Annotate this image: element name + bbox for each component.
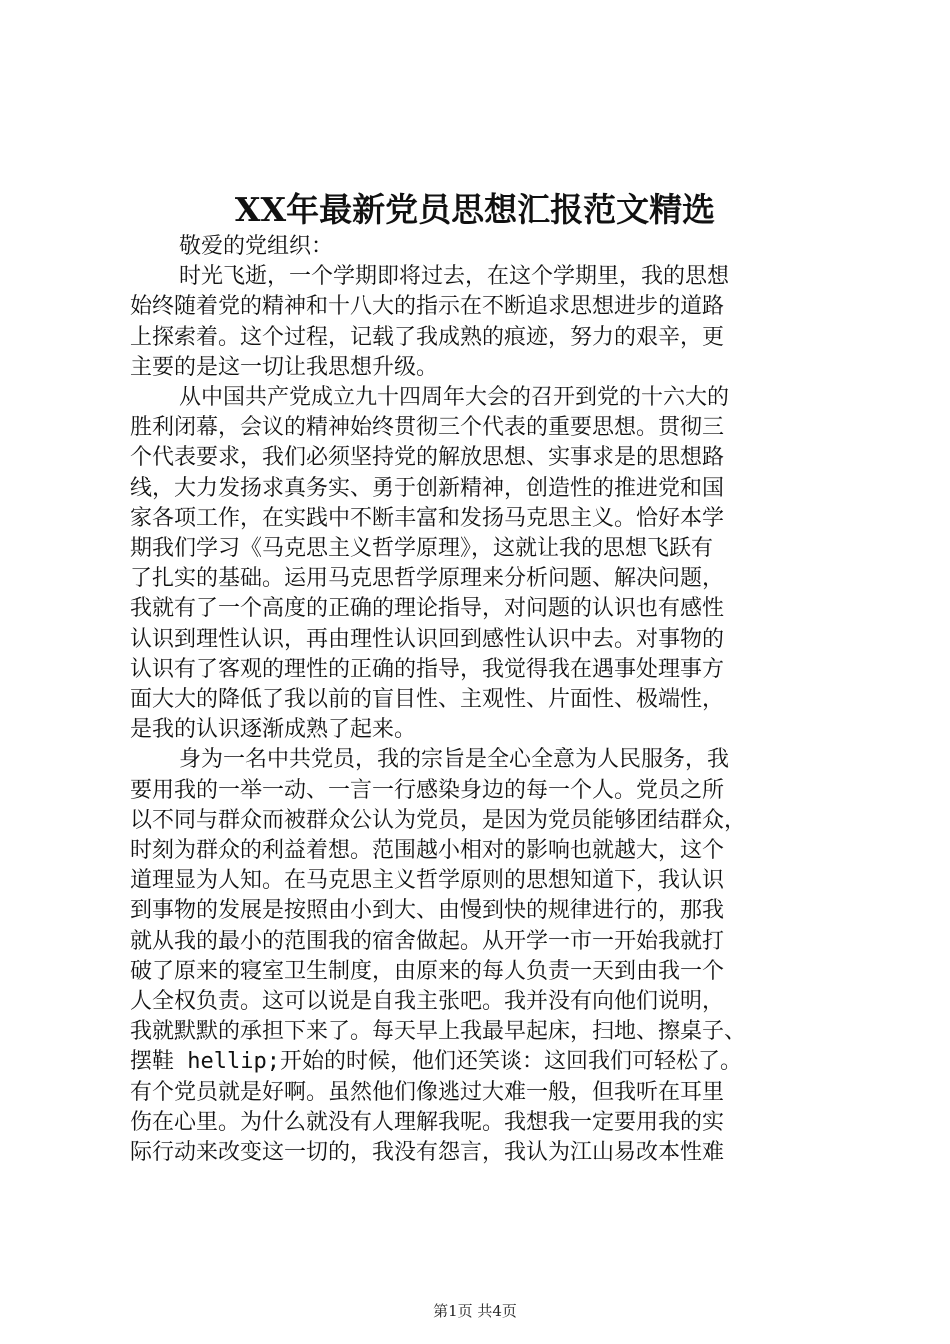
text-line: 胜利闭幕，会议的精神始终贯彻三个代表的重要思想。贯彻三 (130, 415, 725, 441)
text-line: 要用我的一举一动、一言一行感染身边的每一个人。党员之所 (130, 777, 725, 803)
text-line: 认识到理性认识，再由理性认识回到感性认识中去。对事物的 (130, 626, 725, 652)
text-line: 家各项工作，在实践中不断丰富和发扬马克思主义。恰好本学 (130, 505, 725, 531)
text-line: 际行动来改变这一切的，我没有怨言，我认为江山易改本性难 (130, 1140, 725, 1166)
document-body (130, 232, 830, 1168)
page-footer: 第1页 共4页 (433, 1302, 517, 1320)
text-line: 以不同与群众而被群众公认为党员，是因为党员能够团结群众， (130, 807, 747, 833)
text-line: 面大大的降低了我以前的盲目性、主观性、片面性、极端性， (130, 687, 725, 713)
text-line: 是我的认识逐渐成熟了起来。 (130, 717, 417, 743)
text-line: 道理显为人知。在马克思主义哲学原则的思想知道下，我认识 (130, 868, 725, 894)
text-line: 到事物的发展是按照由小到大、由慢到快的规律进行的，那我 (130, 898, 725, 924)
text-line: 线，大力发扬求真务实、勇于创新精神，创造性的推进党和国 (130, 475, 725, 501)
text-line: 上探索着。这个过程，记载了我成熟的痕迹，努力的艰辛，更 (130, 324, 725, 350)
text-line: 了扎实的基础。运用马克思哲学原理来分析问题、解决问题， (130, 566, 725, 592)
text-line: 伤在心里。为什么就没有人理解我呢。我想我一定要用我的实 (130, 1109, 725, 1135)
text-line: 我就默默的承担下来了。每天早上我最早起床，扫地、擦桌子、 (130, 1019, 747, 1045)
text-line: 摆鞋 hellip;开始的时候，他们还笑谈：这回我们可轻松了。 (130, 1049, 742, 1075)
salutation: 敬爱的党组织： (179, 234, 334, 259)
paragraph-3 (130, 745, 830, 1168)
text-line: 期我们学习《马克思主义哲学原理》，这就让我的思想飞跃有 (130, 536, 714, 562)
text-line: 主要的是这一切让我思想升级。 (130, 354, 439, 380)
text-line: 有个党员就是好啊。虽然他们像逃过大难一般，但我听在耳里 (130, 1079, 725, 1105)
text-line: 就从我的最小的范围我的宿舍做起。从开学一市一开始我就打 (130, 928, 725, 954)
text-line: 从中国共产党成立九十四周年大会的召开到党的十六大的 (179, 385, 730, 411)
text-line: 认识有了客观的理性的正确的指导，我觉得我在遇事处理事方 (130, 656, 725, 682)
text-line: 我就有了一个高度的正确的理论指导，对问题的认识也有感性 (130, 596, 725, 622)
text-line: 时光飞逝，一个学期即将过去，在这个学期里，我的思想 (179, 264, 730, 290)
paragraph-1 (130, 262, 830, 383)
text-line: 时刻为群众的利益着想。范围越小相对的影响也就越大，这个 (130, 838, 725, 864)
paragraph-2 (130, 383, 830, 745)
page-title: XX年最新党员思想汇报范文精选 (234, 190, 716, 229)
text-line: 个代表要求，我们必须坚持党的解放思想、实事求是的思想路 (130, 445, 725, 471)
text-line: 人全权负责。这可以说是自我主张吧。我并没有向他们说明， (130, 989, 725, 1015)
text-line: 破了原来的寝室卫生制度，由原来的每人负责一天到由我一个 (130, 958, 725, 984)
text-line: 身为一名中共党员，我的宗旨是全心全意为人民服务，我 (179, 747, 730, 773)
text-line: 始终随着党的精神和十八大的指示在不断追求思想进步的道路 (130, 294, 725, 320)
